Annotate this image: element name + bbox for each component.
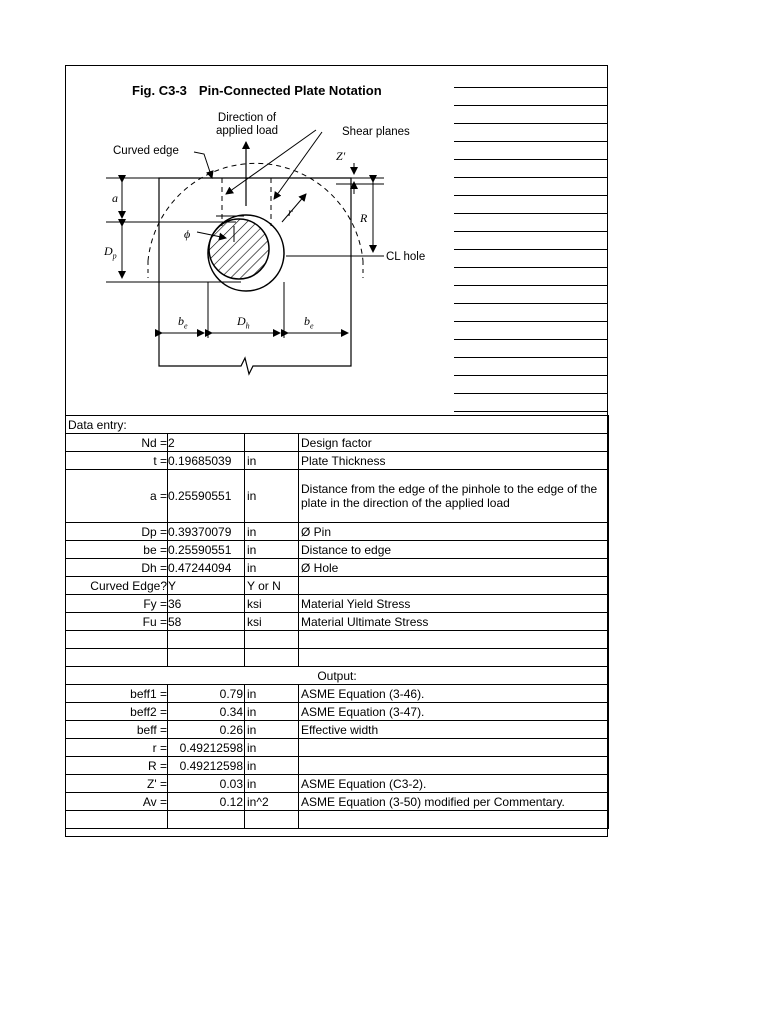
- output-unit: in: [245, 739, 299, 757]
- empty-row: [66, 649, 609, 667]
- input-unit: Y or N: [245, 577, 299, 595]
- output-value: 0.26: [168, 721, 245, 739]
- input-unit: in: [245, 470, 299, 523]
- input-value[interactable]: 0.25590551: [168, 541, 245, 559]
- figure-title: Fig. C3-3 Pin-Connected Plate Notation: [132, 83, 382, 98]
- output-row-beff1: [66, 685, 609, 703]
- output-label: r =: [66, 739, 168, 757]
- output-unit: in: [245, 703, 299, 721]
- input-row-fy: [66, 595, 609, 613]
- input-desc: Design factor: [299, 434, 609, 452]
- output-value: 0.79: [168, 685, 245, 703]
- input-label: Fu =: [66, 613, 168, 631]
- output-unit: in: [245, 775, 299, 793]
- R-label: R: [360, 211, 368, 225]
- data-table: [65, 415, 609, 829]
- input-desc: Ø Pin: [299, 523, 609, 541]
- output-row-z-prime: [66, 775, 609, 793]
- input-row-dp: [66, 523, 609, 541]
- input-row-be: [66, 541, 609, 559]
- input-desc: Distance to edge: [299, 541, 609, 559]
- input-label: Dh =: [66, 559, 168, 577]
- output-row-av: [66, 793, 609, 811]
- output-value: 0.03: [168, 775, 245, 793]
- be-right-label: $b_e$: [304, 314, 314, 331]
- output-label: Z' =: [66, 775, 168, 793]
- side-ruled-cells: [454, 66, 607, 416]
- cl-hole-label: CL hole: [386, 251, 426, 263]
- direction-of-load-label: Direction of applied load: [215, 112, 279, 137]
- output-desc: [299, 757, 609, 775]
- output-label: R =: [66, 757, 168, 775]
- phi-label: ϕ: [184, 227, 191, 241]
- input-unit: [245, 434, 299, 452]
- input-row-nd: [66, 434, 609, 452]
- output-row-beff: [66, 721, 609, 739]
- output-desc: ASME Equation (3-47).: [299, 703, 609, 721]
- spreadsheet-sheet: [65, 65, 608, 837]
- output-desc: ASME Equation (C3-2).: [299, 775, 609, 793]
- input-unit: in: [245, 541, 299, 559]
- output-header: Output:: [66, 667, 609, 685]
- output-row-R: [66, 757, 609, 775]
- input-value[interactable]: 36: [168, 595, 245, 613]
- input-unit: ksi: [245, 613, 299, 631]
- input-label: Dp =: [66, 523, 168, 541]
- output-value: 0.34: [168, 703, 245, 721]
- input-label: a =: [66, 470, 168, 523]
- input-unit: in: [245, 452, 299, 470]
- output-value: 0.12: [168, 793, 245, 811]
- r-label: r: [288, 205, 293, 219]
- input-value[interactable]: Y: [168, 577, 245, 595]
- input-row-fu: [66, 613, 609, 631]
- output-row-beff2: [66, 703, 609, 721]
- output-label: beff =: [66, 721, 168, 739]
- output-value: 0.49212598: [168, 757, 245, 775]
- output-unit: in: [245, 685, 299, 703]
- input-desc: Distance from the edge of the pinhole to the edge of the plate in the direction of the applied load: [299, 470, 609, 523]
- empty-row: [66, 631, 609, 649]
- output-desc: [299, 739, 609, 757]
- output-unit: in^2: [245, 793, 299, 811]
- output-unit: in: [245, 757, 299, 775]
- output-value: 0.49212598: [168, 739, 245, 757]
- input-desc: [299, 577, 609, 595]
- input-value[interactable]: 2: [168, 434, 245, 452]
- input-label: be =: [66, 541, 168, 559]
- output-unit: in: [245, 721, 299, 739]
- input-label: t =: [66, 452, 168, 470]
- input-row-curved-edge: [66, 577, 609, 595]
- z-prime-label: Z': [336, 149, 346, 163]
- input-value[interactable]: 0.25590551: [168, 470, 245, 523]
- output-desc: Effective width: [299, 721, 609, 739]
- input-value[interactable]: 0.19685039: [168, 452, 245, 470]
- input-desc: Ø Hole: [299, 559, 609, 577]
- output-row-r: [66, 739, 609, 757]
- input-value[interactable]: 58: [168, 613, 245, 631]
- input-label: Fy =: [66, 595, 168, 613]
- dp-label: $D_p$: [104, 244, 117, 261]
- input-desc: Material Ultimate Stress: [299, 613, 609, 631]
- data-entry-header: Data entry:: [66, 416, 609, 434]
- output-label: beff2 =: [66, 703, 168, 721]
- input-unit: ksi: [245, 595, 299, 613]
- empty-row: [66, 811, 609, 829]
- input-label: Nd =: [66, 434, 168, 452]
- output-label: beff1 =: [66, 685, 168, 703]
- input-value[interactable]: 0.39370079: [168, 523, 245, 541]
- input-desc: Material Yield Stress: [299, 595, 609, 613]
- input-row-a: [66, 470, 609, 523]
- input-unit: in: [245, 559, 299, 577]
- output-desc: ASME Equation (3-50) modified per Commentary.: [299, 793, 609, 811]
- input-row-dh: [66, 559, 609, 577]
- input-desc: Plate Thickness: [299, 452, 609, 470]
- input-unit: in: [245, 523, 299, 541]
- input-value[interactable]: 0.47244094: [168, 559, 245, 577]
- shear-planes-label: Shear planes: [342, 126, 410, 138]
- output-desc: ASME Equation (3-46).: [299, 685, 609, 703]
- curved-edge-label: Curved edge: [113, 145, 179, 157]
- output-label: Av =: [66, 793, 168, 811]
- input-label: Curved Edge?: [66, 577, 168, 595]
- pin: [209, 219, 269, 279]
- a-label: a: [112, 191, 118, 205]
- be-left-label: $b_e$: [178, 314, 188, 331]
- input-row-t: [66, 452, 609, 470]
- dh-label: $D_h$: [237, 314, 250, 331]
